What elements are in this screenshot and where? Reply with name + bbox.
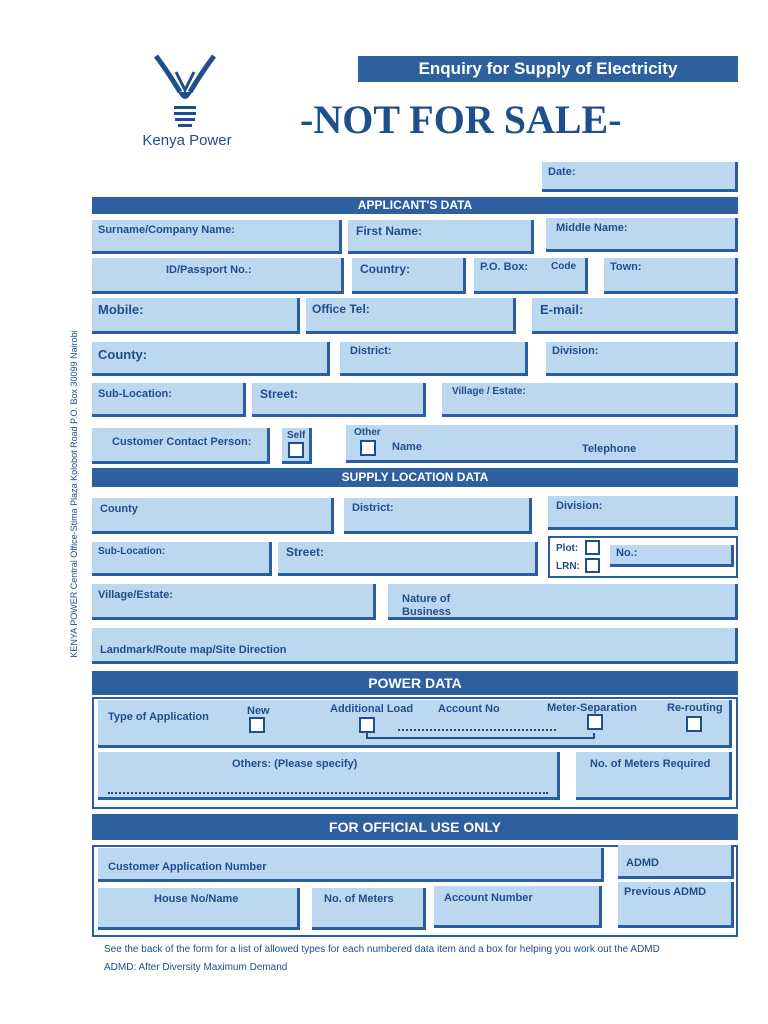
not-for-sale-heading: -NOT FOR SALE- xyxy=(300,97,622,142)
account-no-label: Account No xyxy=(438,703,500,715)
admd-label: ADMD xyxy=(626,857,659,869)
others-dotted-line[interactable] xyxy=(108,792,548,794)
supply-village-label: Village/Estate: xyxy=(98,589,173,601)
county-label: County: xyxy=(98,347,148,362)
supply-street-label: Street: xyxy=(286,545,325,559)
street-label: Street: xyxy=(260,387,299,401)
po-box-label: P.O. Box: xyxy=(480,261,529,273)
telephone-label: Telephone xyxy=(582,443,637,455)
supply-district-label: District: xyxy=(352,502,394,514)
plot-label: Plot: xyxy=(556,543,579,554)
applicant-section-header: APPLICANT'S DATA xyxy=(92,197,738,214)
new-checkbox[interactable] xyxy=(249,717,265,733)
plot-no-label: No.: xyxy=(616,547,638,559)
lightbulb-logo-icon xyxy=(150,52,220,132)
lrn-checkbox[interactable] xyxy=(585,558,600,573)
self-label: Self xyxy=(287,430,306,441)
new-label: New xyxy=(247,705,270,717)
re-routing-label: Re-routing xyxy=(667,702,723,714)
id-passport-label: ID/Passport No.: xyxy=(166,264,252,276)
meters-required-label: No. of Meters Required xyxy=(590,758,711,770)
plot-checkbox[interactable] xyxy=(585,540,600,555)
bracket-line xyxy=(366,733,595,739)
lrn-label: LRN: xyxy=(556,561,580,572)
first-name-label: First Name: xyxy=(356,224,423,238)
district-label: District: xyxy=(350,345,392,357)
division-label: Division: xyxy=(552,345,599,357)
additional-load-label: Additional Load xyxy=(330,703,414,715)
nature-of-business-label-line1: Nature of xyxy=(402,593,451,605)
type-of-application-label: Type of Application xyxy=(108,711,209,723)
supply-county-label: County xyxy=(100,503,138,515)
email-label: E-mail: xyxy=(540,302,584,317)
name-label: Name xyxy=(392,441,422,453)
others-specify-label: Others: (Please specify) xyxy=(232,758,358,770)
surname-label: Surname/Company Name: xyxy=(98,224,235,236)
side-address: KENYA POWER Central Office-Stima Plaza Kolobot Road P.O. Box 30099 Nairobi xyxy=(69,330,79,658)
other-checkbox[interactable] xyxy=(360,440,376,456)
sub-location-label: Sub-Location: xyxy=(98,388,172,400)
admd-definition: ADMD: After Diversity Maximum Demand xyxy=(104,962,288,973)
footer-note: See the back of the form for a list of allowed types for each numbered data item and a box for helping you work out the ADMD xyxy=(104,944,660,955)
additional-load-checkbox[interactable] xyxy=(359,717,375,733)
re-routing-checkbox[interactable] xyxy=(686,716,702,732)
country-label: Country: xyxy=(360,262,410,276)
supply-sub-location-label: Sub-Location: xyxy=(98,546,166,557)
landmark-label: Landmark/Route map/Site Direction xyxy=(100,644,287,656)
account-number-label: Account Number xyxy=(444,892,533,904)
village-estate-label: Village / Estate: xyxy=(452,386,526,397)
form-title: Enquiry for Supply of Electricity xyxy=(358,56,738,82)
contact-person-label: Customer Contact Person: xyxy=(112,436,252,448)
power-section-header: POWER DATA xyxy=(92,671,738,695)
office-tel-label: Office Tel: xyxy=(312,302,370,316)
supply-division-label: Division: xyxy=(556,500,603,512)
no-of-meters-label: No. of Meters xyxy=(324,893,394,905)
code-label: Code xyxy=(551,261,576,272)
house-no-label: House No/Name xyxy=(154,893,239,905)
official-section-header: FOR OFFICIAL USE ONLY xyxy=(92,814,738,840)
nature-of-business-label-line2: Business xyxy=(402,606,451,618)
kenya-power-logo xyxy=(150,52,220,132)
mobile-label: Mobile: xyxy=(98,302,144,317)
middle-name-label: Middle Name: xyxy=(556,222,628,234)
customer-application-number-label: Customer Application Number xyxy=(108,861,267,873)
meter-separation-checkbox[interactable] xyxy=(587,714,603,730)
self-checkbox[interactable] xyxy=(288,442,304,458)
previous-admd-label: Previous ADMD xyxy=(624,886,707,898)
other-label: Other xyxy=(354,427,381,438)
logo-text: Kenya Power xyxy=(142,132,232,149)
meter-separation-label: Meter-Separation xyxy=(547,702,637,714)
supply-section-header: SUPPLY LOCATION DATA xyxy=(92,468,738,487)
account-no-dotted-line[interactable] xyxy=(398,729,556,731)
town-label: Town: xyxy=(610,261,642,273)
date-label: Date: xyxy=(548,166,576,178)
